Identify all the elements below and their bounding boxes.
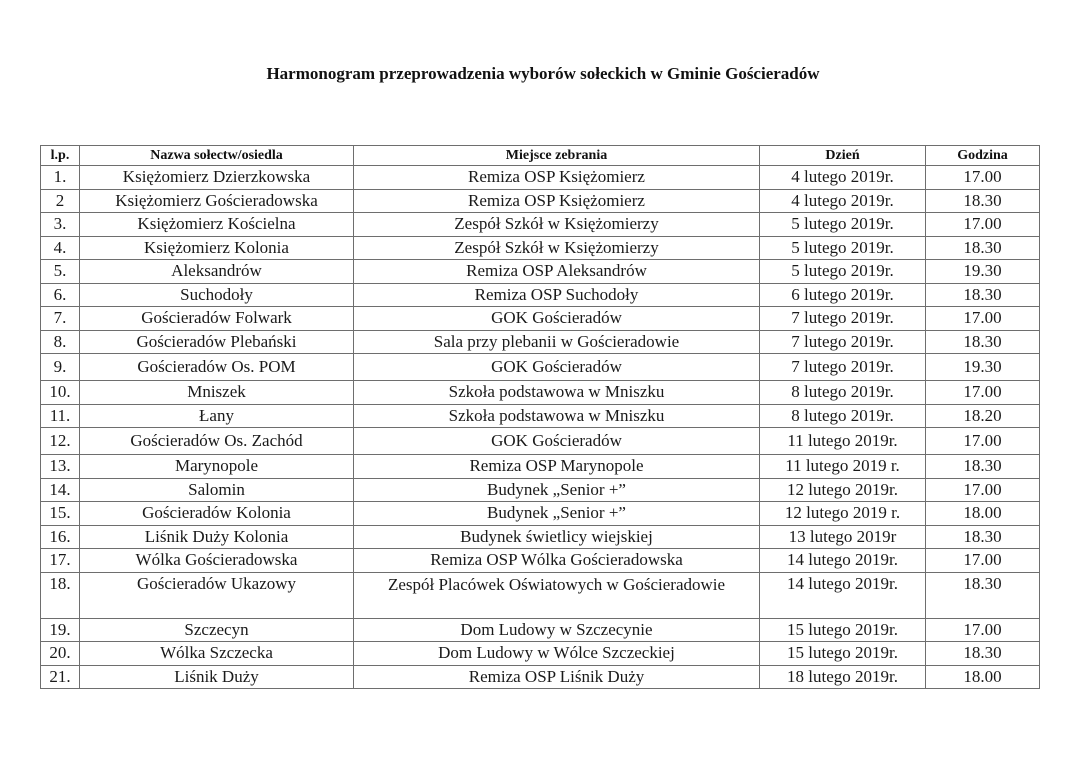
header-hour: Godzina — [926, 146, 1040, 166]
cell-name: Gościeradów Os. Zachód — [80, 428, 354, 455]
cell-place: Remiza OSP Aleksandrów — [354, 260, 760, 284]
cell-hour: 19.30 — [926, 260, 1040, 284]
cell-place: Remiza OSP Wólka Gościeradowska — [354, 549, 760, 573]
cell-place: Dom Ludowy w Wólce Szczeckiej — [354, 642, 760, 666]
cell-day: 5 lutego 2019r. — [760, 260, 926, 284]
cell-day: 6 lutego 2019r. — [760, 283, 926, 307]
table-row — [41, 478, 1040, 502]
cell-place: Remiza OSP Księżomierz — [354, 189, 760, 213]
cell-hour: 18.30 — [926, 642, 1040, 666]
table-row — [41, 502, 1040, 526]
cell-place: Remiza OSP Księżomierz — [354, 166, 760, 190]
table-row — [41, 525, 1040, 549]
cell-lp: 10. — [41, 381, 80, 405]
cell-name: Salomin — [80, 478, 354, 502]
cell-place: Zespół Szkół w Księżomierzy — [354, 236, 760, 260]
cell-hour: 18.30 — [926, 330, 1040, 354]
cell-place: GOK Gościeradów — [354, 354, 760, 381]
cell-place: GOK Gościeradów — [354, 428, 760, 455]
cell-hour: 17.00 — [926, 307, 1040, 331]
cell-hour: 17.00 — [926, 428, 1040, 455]
table-row — [41, 642, 1040, 666]
cell-lp: 2 — [41, 189, 80, 213]
cell-place: Sala przy plebanii w Gościeradowie — [354, 330, 760, 354]
cell-hour: 17.00 — [926, 381, 1040, 405]
cell-name: Księżomierz Kościelna — [80, 213, 354, 237]
cell-place: Remiza OSP Liśnik Duży — [354, 665, 760, 689]
cell-hour: 18.30 — [926, 189, 1040, 213]
header-place: Miejsce zebrania — [354, 146, 760, 166]
table-row — [41, 283, 1040, 307]
cell-lp: 21. — [41, 665, 80, 689]
cell-lp: 17. — [41, 549, 80, 573]
cell-name: Mniszek — [80, 381, 354, 405]
table-row — [41, 330, 1040, 354]
table-row — [41, 260, 1040, 284]
cell-lp: 18. — [41, 572, 80, 618]
cell-lp: 9. — [41, 354, 80, 381]
cell-name: Gościeradów Os. POM — [80, 354, 354, 381]
cell-day: 4 lutego 2019r. — [760, 166, 926, 190]
cell-name: Marynopole — [80, 455, 354, 479]
cell-hour: 17.00 — [926, 618, 1040, 642]
document-title: Harmonogram przeprowadzenia wyborów sołeckich w Gminie Gościeradów — [266, 64, 820, 83]
cell-name: Księżomierz Kolonia — [80, 236, 354, 260]
cell-name: Suchodoły — [80, 283, 354, 307]
cell-lp: 7. — [41, 307, 80, 331]
cell-day: 13 lutego 2019r — [760, 525, 926, 549]
cell-lp: 19. — [41, 618, 80, 642]
cell-name: Gościeradów Kolonia — [80, 502, 354, 526]
cell-day: 8 lutego 2019r. — [760, 404, 926, 428]
header-day: Dzień — [760, 146, 926, 166]
cell-place: Remiza OSP Marynopole — [354, 455, 760, 479]
table-row — [41, 428, 1040, 455]
cell-place: Budynek świetlicy wiejskiej — [354, 525, 760, 549]
cell-lp: 8. — [41, 330, 80, 354]
cell-name: Szczecyn — [80, 618, 354, 642]
cell-day: 14 lutego 2019r. — [760, 549, 926, 573]
cell-hour: 18.30 — [926, 525, 1040, 549]
cell-lp: 6. — [41, 283, 80, 307]
cell-day: 5 lutego 2019r. — [760, 213, 926, 237]
table-header-row — [41, 146, 1040, 166]
header-lp: l.p. — [41, 146, 80, 166]
cell-hour: 17.00 — [926, 478, 1040, 502]
table-row — [41, 381, 1040, 405]
cell-day: 8 lutego 2019r. — [760, 381, 926, 405]
cell-day: 5 lutego 2019r. — [760, 236, 926, 260]
cell-name: Księżomierz Gościeradowska — [80, 189, 354, 213]
cell-lp: 20. — [41, 642, 80, 666]
cell-place: Remiza OSP Suchodoły — [354, 283, 760, 307]
cell-lp: 13. — [41, 455, 80, 479]
schedule-table — [40, 145, 1040, 689]
table-row — [41, 236, 1040, 260]
cell-place: Szkoła podstawowa w Mniszku — [354, 381, 760, 405]
table-row — [41, 404, 1040, 428]
cell-place: GOK Gościeradów — [354, 307, 760, 331]
cell-name: Gościeradów Plebański — [80, 330, 354, 354]
cell-lp: 16. — [41, 525, 80, 549]
cell-lp: 3. — [41, 213, 80, 237]
cell-hour: 18.30 — [926, 572, 1040, 618]
cell-place: Budynek „Senior +” — [354, 502, 760, 526]
cell-place: Zespół Szkół w Księżomierzy — [354, 213, 760, 237]
cell-name: Gościeradów Folwark — [80, 307, 354, 331]
cell-hour: 17.00 — [926, 213, 1040, 237]
cell-name: Liśnik Duży Kolonia — [80, 525, 354, 549]
cell-name: Gościeradów Ukazowy — [80, 572, 354, 618]
cell-name: Aleksandrów — [80, 260, 354, 284]
cell-hour: 18.20 — [926, 404, 1040, 428]
cell-place: Budynek „Senior +” — [354, 478, 760, 502]
cell-name: Wólka Szczecka — [80, 642, 354, 666]
table-row — [41, 189, 1040, 213]
cell-name: Łany — [80, 404, 354, 428]
cell-hour: 17.00 — [926, 549, 1040, 573]
cell-place: Szkoła podstawowa w Mniszku — [354, 404, 760, 428]
cell-day: 11 lutego 2019 r. — [760, 455, 926, 479]
cell-lp: 5. — [41, 260, 80, 284]
table-row — [41, 354, 1040, 381]
table-row — [41, 307, 1040, 331]
cell-lp: 12. — [41, 428, 80, 455]
cell-day: 18 lutego 2019r. — [760, 665, 926, 689]
cell-day: 15 lutego 2019r. — [760, 618, 926, 642]
table-row — [41, 213, 1040, 237]
cell-hour: 18.30 — [926, 455, 1040, 479]
cell-day: 12 lutego 2019r. — [760, 478, 926, 502]
header-name: Nazwa sołectw/osiedla — [80, 146, 354, 166]
table-row — [41, 572, 1040, 618]
cell-lp: 14. — [41, 478, 80, 502]
cell-hour: 18.30 — [926, 236, 1040, 260]
cell-hour: 18.00 — [926, 665, 1040, 689]
cell-day: 4 lutego 2019r. — [760, 189, 926, 213]
cell-lp: 4. — [41, 236, 80, 260]
cell-lp: 1. — [41, 166, 80, 190]
cell-name: Wólka Gościeradowska — [80, 549, 354, 573]
table-row — [41, 455, 1040, 479]
cell-day: 12 lutego 2019 r. — [760, 502, 926, 526]
table-row — [41, 618, 1040, 642]
cell-day: 7 lutego 2019r. — [760, 307, 926, 331]
table-row — [41, 549, 1040, 573]
table-row — [41, 166, 1040, 190]
cell-hour: 19.30 — [926, 354, 1040, 381]
cell-day: 7 lutego 2019r. — [760, 354, 926, 381]
cell-day: 14 lutego 2019r. — [760, 572, 926, 618]
cell-place: Dom Ludowy w Szczecynie — [354, 618, 760, 642]
cell-day: 11 lutego 2019r. — [760, 428, 926, 455]
table-row — [41, 665, 1040, 689]
cell-hour: 17.00 — [926, 166, 1040, 190]
cell-day: 15 lutego 2019r. — [760, 642, 926, 666]
cell-lp: 11. — [41, 404, 80, 428]
cell-hour: 18.30 — [926, 283, 1040, 307]
cell-lp: 15. — [41, 502, 80, 526]
cell-name: Liśnik Duży — [80, 665, 354, 689]
cell-name: Księżomierz Dzierzkowska — [80, 166, 354, 190]
cell-day: 7 lutego 2019r. — [760, 330, 926, 354]
cell-place: Zespół Placówek Oświatowych w Gościeradowie — [354, 572, 760, 618]
cell-hour: 18.00 — [926, 502, 1040, 526]
